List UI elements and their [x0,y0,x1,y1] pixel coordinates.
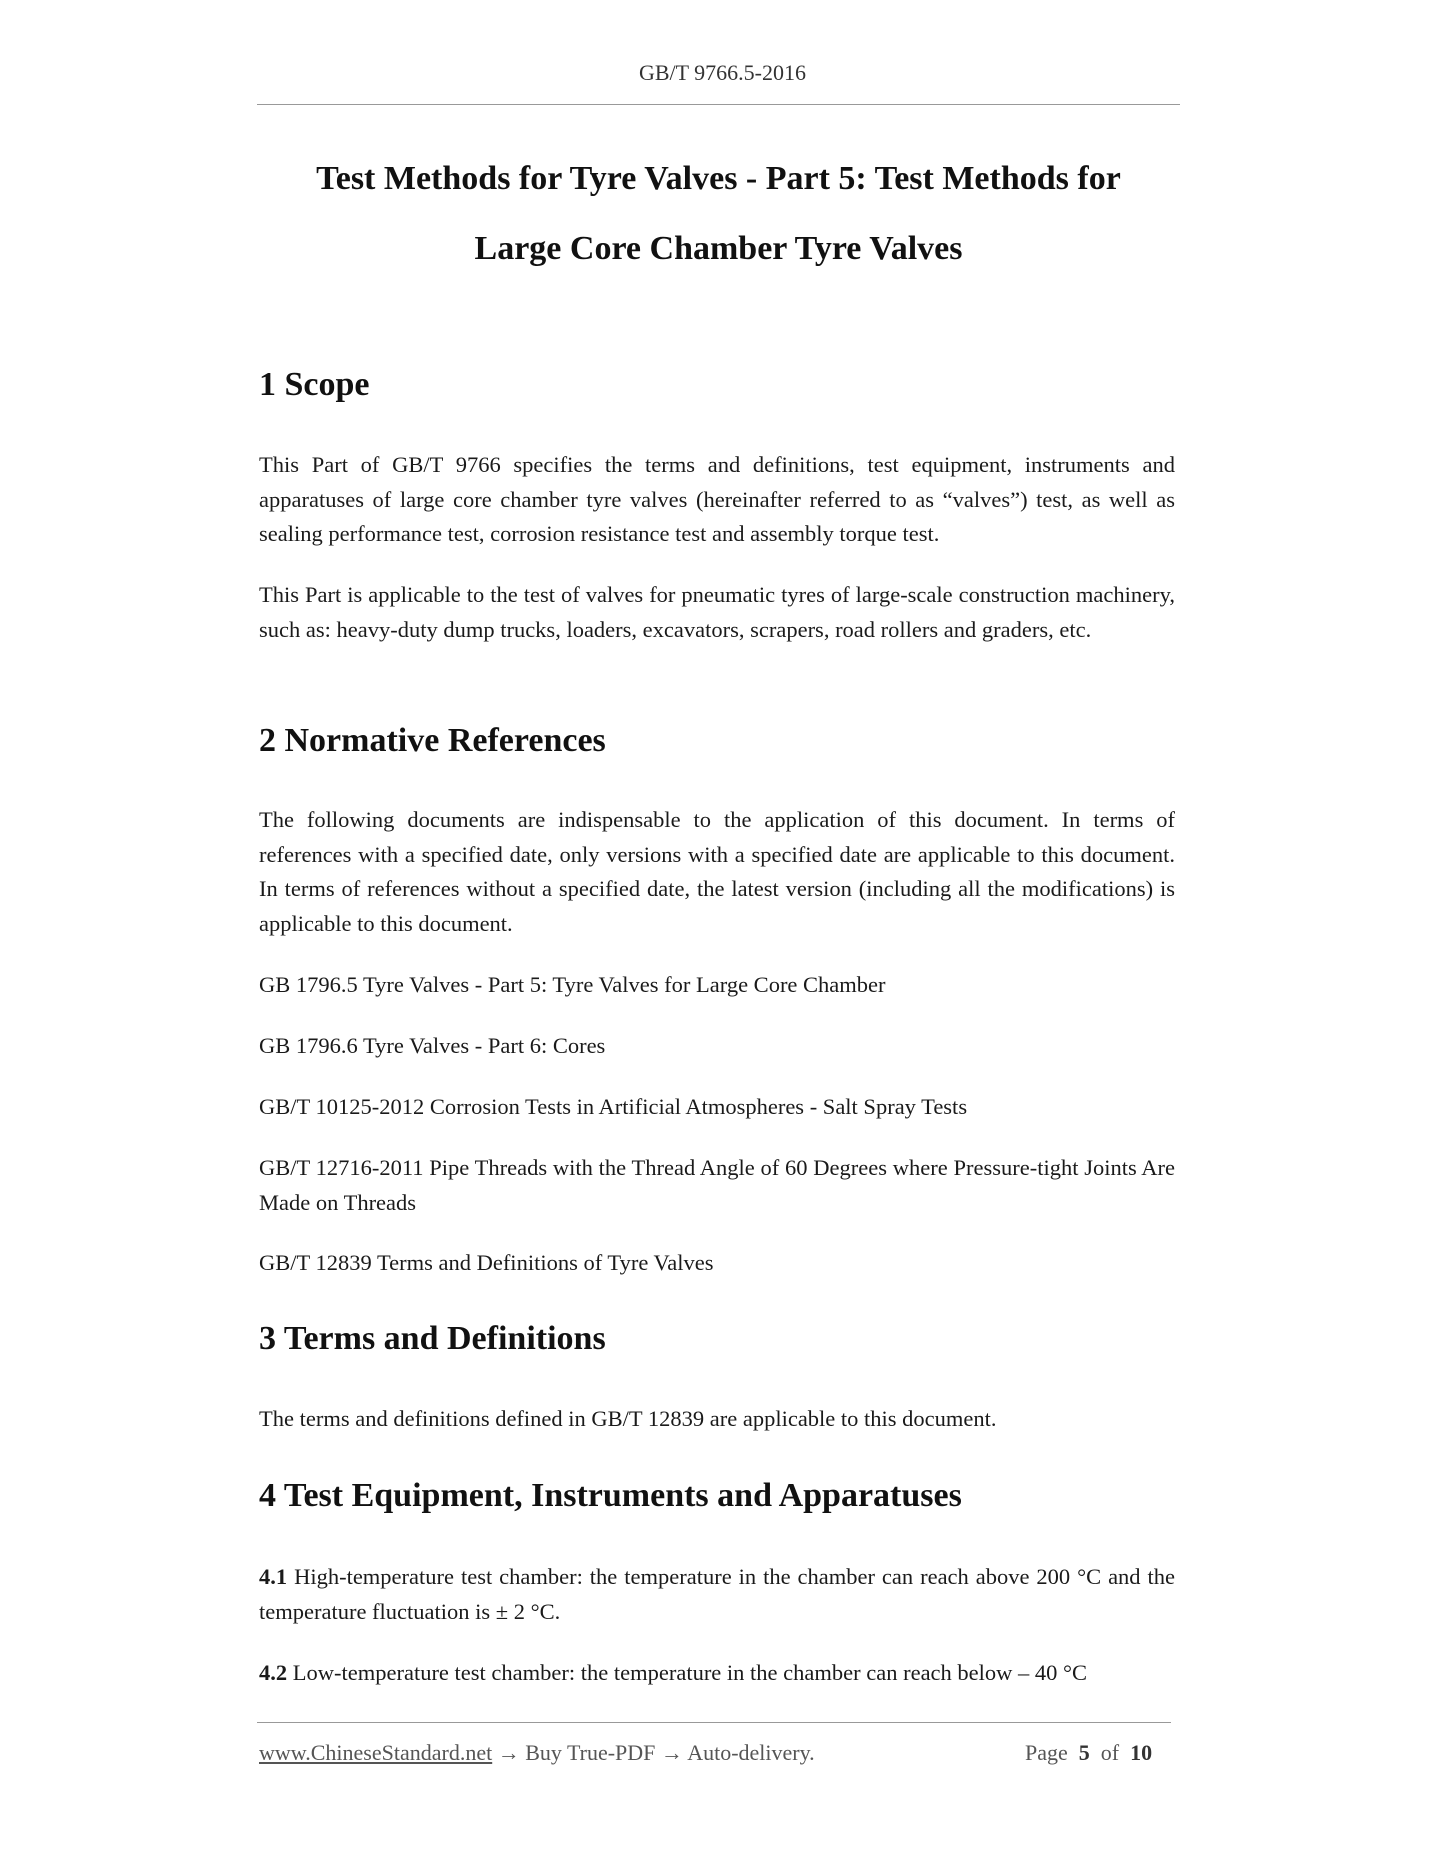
section-2-intro: The following documents are indispensable to the application of this document. In terms of references with a specified date, only versions with a specified date are applicable to this document. In terms of references without a specified date, the latest version (including all the modifications) is applicable to this document. [259,807,1175,936]
section-3-paragraph: The terms and definitions defined in GB/T 12839 are applicable to this document. [259,1406,997,1431]
running-header: GB/T 9766.5-2016 [638,60,807,85]
clause-text: Low-temperature test chamber: the temperature in the chamber can reach below – 40 °C [287,1660,1088,1685]
reference-item: GB/T 10125-2012 Corrosion Tests in Artificial Atmospheres - Salt Spray Tests [259,1094,968,1119]
page-indicator [1025,1740,1152,1766]
page-number: 5 [1078,1740,1090,1765]
clause-number: 4.1 [259,1564,288,1589]
section-1-paragraph-2: This Part is applicable to the test of valves for pneumatic tyres of large-scale construction machinery, such as: heavy-duty dump trucks, loaders, excavators, scrapers, road rollers and graders, etc. [259,582,1175,642]
section-2-heading: 2 Normative References [259,722,606,759]
reference-item: GB 1796.5 Tyre Valves - Part 5: Tyre Valves for Large Core Chamber [259,972,886,997]
reference-item: GB 1796.6 Tyre Valves - Part 6: Cores [259,1033,606,1058]
section-1-heading: 1 Scope [259,366,370,403]
footer-rule [257,1722,1171,1723]
document-title-line-2: Large Core Chamber Tyre Valves [474,230,963,267]
header-rule [257,104,1180,105]
footer-left [259,1740,815,1766]
site-link[interactable]: www.ChineseStandard.net [259,1740,493,1765]
clause-text: High-temperature test chamber: the temperature in the chamber can reach above 200 °C and the temperature fluctuation is ± 2 °C. [259,1564,1175,1624]
of-word: of [1100,1740,1120,1765]
section-1-paragraph-1: This Part of GB/T 9766 specifies the terms and definitions, test equipment, instruments and apparatuses of large core chamber tyre valves (hereinafter referred to as “valves”) test, as well as sealing performance test, corrosion resistance test and assembly torque test. [259,452,1175,546]
page-total: 10 [1130,1740,1153,1765]
page-word: Page [1025,1740,1068,1765]
reference-item: GB/T 12716-2011 Pipe Threads with the Thread Angle of 60 Degrees where Pressure-tight Joints Are Made on Threads [259,1155,1175,1215]
document-title-line-1: Test Methods for Tyre Valves - Part 5: Test Methods for [316,160,1121,197]
section-3-heading: 3 Terms and Definitions [259,1320,606,1357]
clause-4-1 [259,1560,1175,1629]
clause-4-2 [259,1656,1175,1691]
footer-tagline: → Buy True-PDF → Auto-delivery. [492,1740,815,1765]
section-4-heading: 4 Test Equipment, Instruments and Apparatuses [259,1477,962,1514]
reference-item: GB/T 12839 Terms and Definitions of Tyre Valves [259,1250,714,1275]
clause-number: 4.2 [259,1660,288,1685]
